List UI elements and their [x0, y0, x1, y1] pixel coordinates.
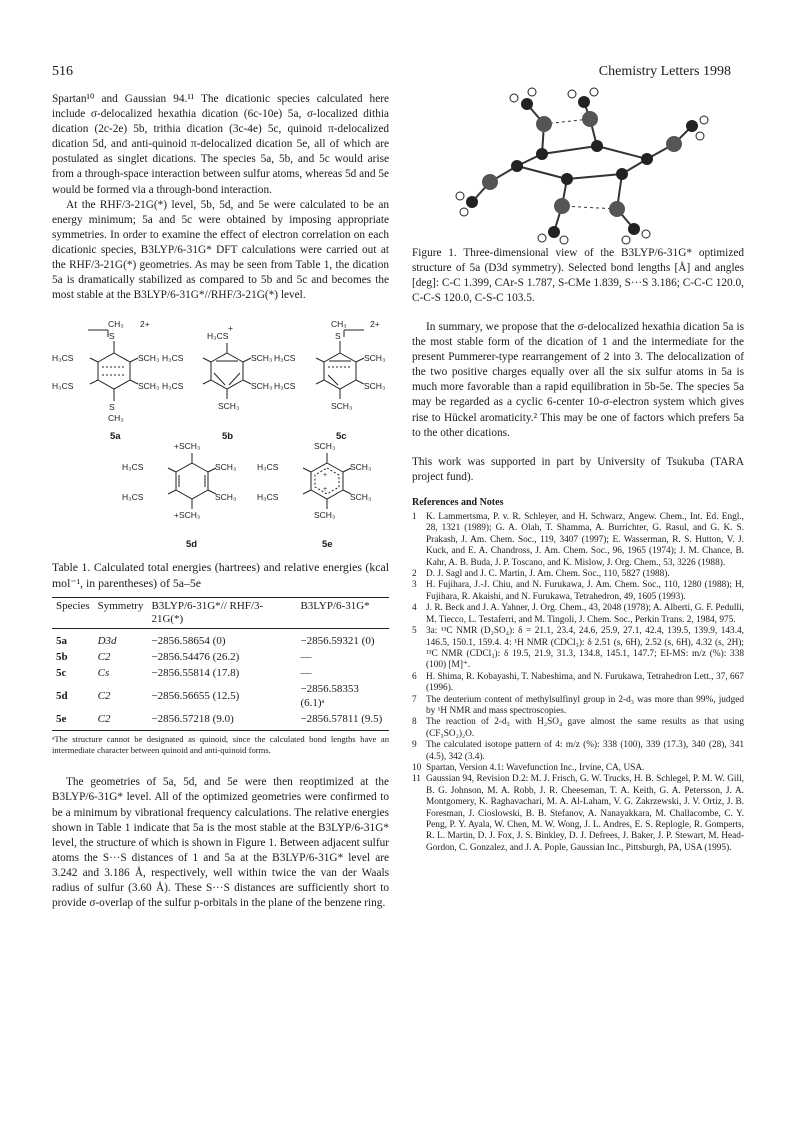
svg-text:CH₃: CH₃ [108, 413, 124, 424]
svg-text:H₃CS: H₃CS [52, 353, 74, 364]
reference-number: 3 [412, 580, 417, 591]
table-cell: 5d [56, 690, 68, 703]
svg-text:SCH₃: SCH₃ [314, 510, 336, 521]
reference-number: 5 [412, 626, 417, 637]
table-cell: C2 [97, 690, 111, 703]
reference-item [412, 569, 744, 580]
table-footnote: ᵃThe structure cannot be designated as quinoid, since the calculated bond lengths have an intermediate character between quinoid and anti-quinoid forms. [52, 734, 389, 755]
svg-text:+: + [323, 472, 328, 480]
reference-text: D. J. Sagl and J. C. Martin, J. Am. Chem. Soc., 110, 5827 (1988). [426, 569, 670, 580]
table-cell: C2 [94, 711, 148, 731]
reference-text: K. Lammertsma, P. v. R. Schleyer, and H. Schwarz, Angew. Chem., Int. Ed. Engl., 28, 1321 (1989); G. A. Olah, T. Shamma, A. Burrichter, G. Rasul, and G. K. S. Prakash, J. Am. Chem. Soc., 119, 3407 (1997); E. Wasserman, R. S. Hutton, V. J. Kuck, and E. A. Chandross, J. Am. Chem. Soc., 96, 1965 (1974); J. M. Chance, B. Kahr, A. B. Buda, J. P. Toscano, and K. Mislow, J. Org. Chem., 53, 3226 (1988). [426, 512, 744, 568]
table-cell: −2856.58654 (0) [151, 635, 226, 648]
paragraph-geometries: The geometries of 5a, 5d, and 5e were then reoptimized at the B3LYP/6-31G* level. All of the optimized geometries were confirmed to be a minimum by vibrational frequency calculations. The relative energies shown in Table 1 indicate that 5a is the most stable at the B3LYP/6-31G* level, the structure of which is shown in Figure 1. Between adjacent sulfur atoms the S···S distances of 1 and 5a at the B3LYP/6-31G* level are 3.242 and 3.186 Å, respectively, well within twice the van der Waals radius of sulfur (3.60 Å). These S···S distances are sufficiently short to provide σ-overlap of the sulfur p-orbitals in the plane of the benzene ring. [52, 776, 389, 910]
reference-number: 1 [412, 512, 417, 523]
table-row [52, 649, 389, 665]
table-cell: Cs [97, 667, 110, 680]
molecule-3d-view [412, 84, 744, 246]
reference-text: H. Shima, R. Kobayashi, T. Nabeshima, and N. Furukawa, Tetrahedron Lett., 37, 667 (1996). [426, 671, 744, 694]
svg-text:S: S [109, 402, 115, 413]
reference-text: Gaussian 94, Revision D.2: M. J. Frisch, G. W. Trucks, H. B. Schlegel, P. M. W. Gill, B. G. Johnson, M. A. Robb, J. R. Cheeseman, T. A. Keith, G. A. Petersson, J. A. Montgomery, K. Raghavachari, M. A. Al-Laham, V. G. Zakrzewski, J. V. Ortiz, J. B. Foresman, J. Cioslowski, B. B. Stefanov, A. Nanayakkara, M. Challacombe, C. Y. Peng, P. Y. Ayala, W. Chen, M. W. Wong, J. L. Andres, E. S. Replogle, R. Gomperts, R. L. Martin, D. J. Fox, J. S. Binkley, D. J. Defrees, J. Baker, J. P. Stewart, M. Head-Gordon, C. Gonzalez, and J. A. Pople, Gaussian Inc., Pittsburgh, PA, USA (1995). [426, 774, 744, 853]
svg-text:S: S [335, 331, 341, 342]
label-5b: 5b [222, 431, 234, 443]
ring-5a [98, 353, 130, 389]
reference-item [412, 512, 744, 569]
reference-text: J. R. Beck and J. A. Yahner, J. Org. Chem., 43, 2048 (1978); A. Alberti, G. F. Pedulli, M. Tiecco, L. Testaferri, and M. Tingoli, J. Chem. Soc., Perkin Trans. 2, 1984, 975. [426, 603, 744, 625]
reference-number: 2 [412, 569, 417, 580]
svg-text:H₃CS: H₃CS [274, 353, 296, 364]
journal-title: Chemistry Letters 1998 [598, 64, 731, 79]
col-b3lyp-rhf: B3LYP/6-31G*// RHF/3-21G(*) [147, 598, 296, 629]
reference-text: Spartan, Version 4.1: Wavefunction Inc., Irvine, CA, USA. [426, 762, 645, 773]
table-cell: −2856.57218 (9.0) [147, 711, 296, 731]
svg-text:SCH₃: SCH₃ [138, 381, 160, 392]
table-cell: — [300, 667, 312, 680]
reference-text: 3a: ¹³C NMR (D₂SO₄): δ = 21.1, 23.4, 24.6, 25.9, 27.1, 42.4, 139.5, 139.9, 143.4, 146.5, 150.1, 159.4. 4: ¹H NMR (CDCl₃): δ 2.51 (s, 6H), 2.52 (s, 6H), 4.32 (s, 2H); ¹³C NMR (CDCl₃): δ 19.5, 21.9, 31.3, 134.8, 145.1, 147.7; EI-MS: m/z (%): 338 (100) [M]⁺. [426, 626, 744, 671]
table-cell: D3d [97, 635, 117, 648]
left-column [52, 92, 389, 911]
table-row [52, 665, 389, 681]
table-cell: 5b [56, 651, 68, 664]
reference-number: 7 [412, 694, 417, 705]
svg-text:H₃CS: H₃CS [162, 381, 184, 392]
svg-text:H₃CS: H₃CS [257, 462, 279, 473]
label-5d: 5d [186, 539, 198, 551]
table-row [52, 629, 389, 650]
reference-item [412, 672, 744, 695]
reference-number: 6 [412, 671, 417, 682]
ring-5d [176, 463, 208, 499]
reference-item [412, 603, 744, 626]
energy-table [52, 597, 389, 731]
table-cell: −2856.59321 (0) [300, 635, 375, 648]
reference-item [412, 717, 744, 740]
svg-text:SCH₃: SCH₃ [215, 462, 237, 473]
reference-text: The reaction of 2-d₃ with H₂SO₄ gave almost the same results as that using (CF₃SO₂)₂O. [426, 717, 744, 739]
reference-item [412, 774, 744, 854]
svg-text:SCH₃: SCH₃ [331, 401, 353, 412]
reference-number: 4 [412, 603, 417, 614]
reference-number: 9 [412, 740, 417, 751]
svg-text:H₃CS: H₃CS [162, 353, 184, 364]
reference-item [412, 626, 744, 672]
acknowledgment: This work was supported in part by University of Tsukuba (TARA project fund). [412, 455, 744, 483]
reference-text: The calculated isotope pattern of 4: m/z (%): 338 (100), 339 (17.3), 340 (28), 341 (4.5), 342 (3.4). [426, 740, 744, 762]
table-cell: — [300, 651, 312, 664]
references-list [412, 512, 744, 854]
col-species: Species [52, 598, 94, 629]
svg-text:H₃CS: H₃CS [122, 462, 144, 473]
svg-text:SCH₃: SCH₃ [314, 441, 336, 452]
table-caption: Table 1. Calculated total energies (hartrees) and relative energies (kcal mol⁻¹, in parentheses) of 5a–5e [52, 560, 389, 591]
paragraph-summary: In summary, we propose that the σ-delocalized hexathia dication 5a is the most stable form of the dication of 1 and the intermediate for the present Pummerer-type rearrangement of 2 into 3. The delocalization of the two positive charges equally over all the six sulfur atoms in 5a is much more favorable than a rapid equilibration in 5b-5e. The species 5a may be regarded as a cyclic 6-center 10-σ-electron system which gives rise to Hückel aromaticity.² This may be one of factors which prefers 5a to the other dications. [412, 321, 744, 439]
ring-5b [211, 353, 243, 389]
svg-text:CH₃: CH₃ [331, 319, 347, 330]
svg-text:SCH₃: SCH₃ [350, 462, 372, 473]
svg-text:+SCH₃: +SCH₃ [174, 441, 201, 452]
svg-text:H₃CS: H₃CS [122, 492, 144, 503]
svg-text:H₃CS: H₃CS [52, 381, 74, 392]
label-5a: 5a [110, 431, 121, 443]
svg-text:SCH₃: SCH₃ [251, 353, 273, 364]
table-row [52, 681, 389, 711]
references-heading: References and Notes [412, 496, 504, 508]
label-5c: 5c [336, 431, 347, 443]
reference-number: 11 [412, 774, 421, 785]
col-symmetry: Symmetry [94, 598, 148, 629]
figure-1 [412, 84, 744, 246]
svg-text:SCH₃: SCH₃ [350, 492, 372, 503]
svg-text:SCH₃: SCH₃ [364, 353, 386, 364]
svg-text:CH₃: CH₃ [108, 319, 124, 330]
reference-text: H. Fujihara, J.-J. Chiu, and N. Furukawa, J. Am. Chem. Soc., 110, 1280 (1988); H, Fujihara, R. Akaishi, and N. Furukawa, Tetrahedron, 49, 1605 (1993). [426, 580, 744, 602]
page-number: 516 [52, 64, 73, 79]
table-cell: −2856.56655 (12.5) [151, 690, 240, 703]
col-b3lyp: B3LYP/6-31G* [296, 598, 389, 629]
svg-text:SCH₃: SCH₃ [218, 401, 240, 412]
svg-text:SCH₃: SCH₃ [251, 381, 273, 392]
svg-text:SCH₃: SCH₃ [364, 381, 386, 392]
table-cell: −2856.55814 (17.8) [151, 667, 240, 680]
svg-text:+: + [323, 486, 328, 494]
reference-item [412, 763, 744, 774]
paragraph-rhf: At the RHF/3-21G(*) level, 5b, 5d, and 5e were calculated to be an energy minimum; 5a and 5c were obtained by imposing appropriate symmetries. In order to examine the effect of electron correlation on each dicationic species, B3LYP/6-31G* DFT calculations were carried out at the RHF/3-21G(*) geometries. As may be seen from Table 1, the dication 5a is dramatically stabilized as compared to 5b and 5c and becomes the most stable at the B3LYP/6-31G*//RHF/3-21G(*) level. [52, 198, 389, 302]
table-cell: C2 [97, 651, 111, 664]
table-cell: −2856.58353 (6.1)ᵃ [300, 683, 359, 710]
svg-text:SCH₃: SCH₃ [215, 492, 237, 503]
svg-text:S: S [109, 331, 115, 342]
figure-caption: Figure 1. Three-dimensional view of the B3LYP/6-31G* optimized structure of 5a (D3d symmetry). Selected bond lengths [Å] and angles [deg]: C-C 1.399, CAr-S 1.787, S-CMe 1.839, S···S 3.186; C-C-C 120.0, C-C-S 120.0, C-S-C 103.5. [412, 247, 744, 304]
svg-text:2+: 2+ [140, 319, 150, 330]
structures-figure [52, 315, 389, 553]
reference-item [412, 695, 744, 718]
svg-text:H₃CS: H₃CS [274, 381, 296, 392]
table-cell: 5a [56, 635, 67, 648]
ring-5c [324, 353, 356, 389]
svg-text:+: + [228, 323, 233, 334]
reference-number: 8 [412, 717, 417, 728]
reference-item [412, 740, 744, 763]
reference-item [412, 580, 744, 603]
svg-text:H₃CS: H₃CS [207, 331, 229, 342]
table-cell: 5e [52, 711, 94, 731]
svg-text:+SCH₃: +SCH₃ [174, 510, 201, 521]
reference-text: The deuterium content of methylsulfinyl group in 2-d₃ was more than 99%, judged by ¹H NMR and mass spectroscopies. [426, 694, 744, 716]
reference-number: 10 [412, 762, 422, 773]
table-cell: 5c [56, 667, 67, 680]
table-cell: −2856.54476 (26.2) [151, 651, 240, 664]
table-cell: −2856.57811 (9.5) [296, 711, 389, 731]
paragraph-intro: Spartan¹⁰ and Gaussian 94.¹¹ The dicationic species calculated here include σ-delocalized hexathia dication (6c-10e) 5a, σ-localized dithia dication (2c-2e) 5b, trithia dication (3c-4e) 5c, quinoid π-delocalized dication 5d, and anti-quinoid π-delocalized dication 5e, all of which are postulated as singlet dications. The species 5a, 5b, and 5c would arise from a through-space interaction between sulfur atoms, whereas 5d and 5e would be formed via a through-bond interaction. [52, 93, 389, 196]
svg-text:SCH₃: SCH₃ [138, 353, 160, 364]
right-column [412, 84, 744, 854]
table-row [52, 711, 389, 731]
svg-text:2+: 2+ [370, 319, 380, 330]
label-5e: 5e [322, 539, 333, 551]
svg-text:H₃CS: H₃CS [257, 492, 279, 503]
